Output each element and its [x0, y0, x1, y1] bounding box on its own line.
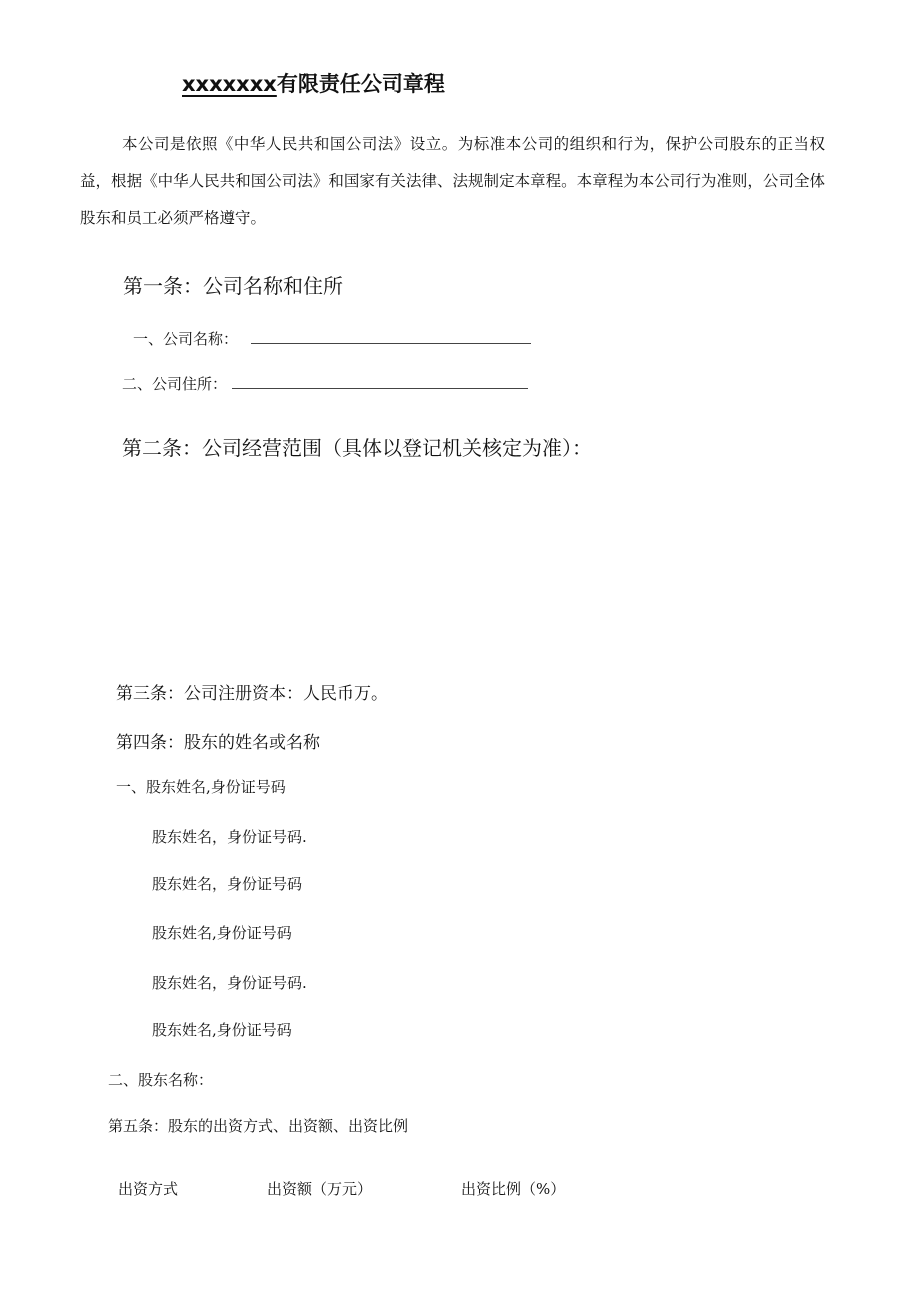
shareholder-entry: 股东姓名,身份证号码: [152, 924, 292, 942]
article-4-heading: 第四条：股东的姓名或名称: [116, 733, 320, 753]
shareholder-section-2: 二、股东名称：: [108, 1071, 214, 1089]
company-address-label: 二、公司住所：: [122, 375, 228, 393]
company-name-placeholder: xxxxxxx: [182, 72, 277, 96]
article-1-heading: 第一条：公司名称和住所: [123, 274, 343, 298]
shareholder-entry: 股东姓名，身份证号码.: [152, 828, 307, 846]
intro-paragraph: 本公司是依照《中华人民共和国公司法》设立。为标准本公司的组织和行为，保护公司股东的正当权益，根据《中华人民共和国公司法》和国家有关法律、法规制定本章程。本章程为本公司行为准则，公司全体股东和员工必须严格遵守。: [80, 135, 825, 227]
column-header-method: 出资方式: [118, 1180, 179, 1198]
title-suffix: 有限责任公司章程: [276, 72, 445, 96]
article-5-heading: 第五条：股东的出资方式、出资额、出资比例: [108, 1117, 409, 1135]
company-address-blank[interactable]: [232, 374, 528, 389]
column-header-amount: 出资额（万元）: [267, 1180, 373, 1198]
company-name-label: 一、公司名称：: [133, 330, 239, 348]
column-header-ratio: 出资比例（%）: [461, 1180, 566, 1198]
article-2-heading: 第二条：公司经营范围（具体以登记机关核定为准）：: [122, 436, 592, 460]
article-3-heading: 第三条：公司注册资本：人民币万。: [116, 684, 388, 704]
company-name-blank[interactable]: [251, 329, 531, 344]
shareholder-entry: 股东姓名，身份证号码.: [152, 974, 307, 992]
company-address-row: [122, 373, 528, 394]
document-title: [182, 68, 445, 98]
shareholder-section-1: 一、股东姓名,身份证号码: [116, 778, 286, 796]
shareholder-entry: 股东姓名,身份证号码: [152, 1021, 292, 1039]
company-name-row: [133, 328, 531, 349]
shareholder-entry: 股东姓名，身份证号码: [152, 875, 303, 893]
